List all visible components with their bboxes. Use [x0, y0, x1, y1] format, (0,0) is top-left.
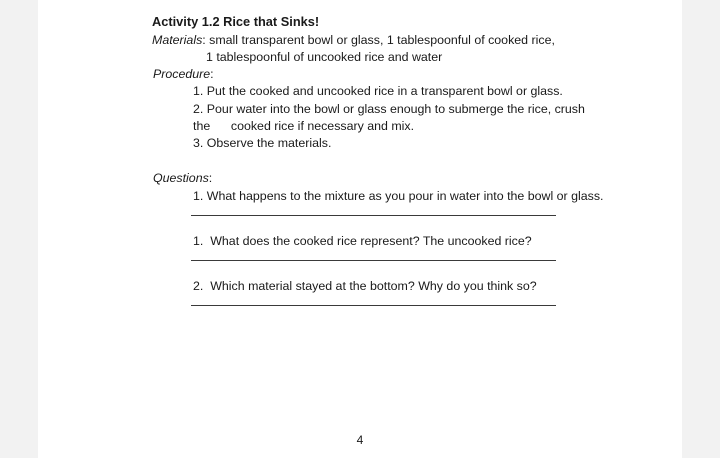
procedure-step-2-continued: the cooked rice if necessary and mix.: [193, 119, 415, 133]
materials-line-1: [152, 33, 555, 47]
question-2: 1. What does the cooked rice represent? The uncooked rice?: [193, 234, 532, 248]
procedure-label: Procedure: [153, 67, 211, 81]
procedure-step-3: 3. Observe the materials.: [193, 136, 332, 150]
questions-heading: Questions:: [153, 171, 213, 185]
questions-label: Questions: [153, 171, 209, 185]
procedure-step-1: 1. Put the cooked and uncooked rice in a transparent bowl or glass.: [193, 84, 563, 98]
page-number: 4: [356, 433, 364, 447]
answer-line-1: [191, 215, 556, 216]
answer-line-3: [191, 305, 556, 306]
question-3: 2. Which material stayed at the bottom? Why do you think so?: [193, 279, 537, 293]
document-page: [38, 0, 682, 458]
answer-line-2: [191, 260, 556, 261]
materials-line-2: 1 tablespoonful of uncooked rice and water: [206, 50, 443, 64]
question-1: 1. What happens to the mixture as you pour in water into the bowl or glass.: [193, 189, 604, 203]
materials-label: Materials: [152, 33, 203, 47]
activity-title: Activity 1.2 Rice that Sinks!: [152, 14, 320, 29]
materials-text-1: : small transparent bowl or glass, 1 tablespoonful of cooked rice,: [202, 33, 555, 47]
procedure-heading: Procedure:: [153, 67, 214, 81]
procedure-step-2: 2. Pour water into the bowl or glass enough to submerge the rice, crush: [193, 102, 585, 116]
